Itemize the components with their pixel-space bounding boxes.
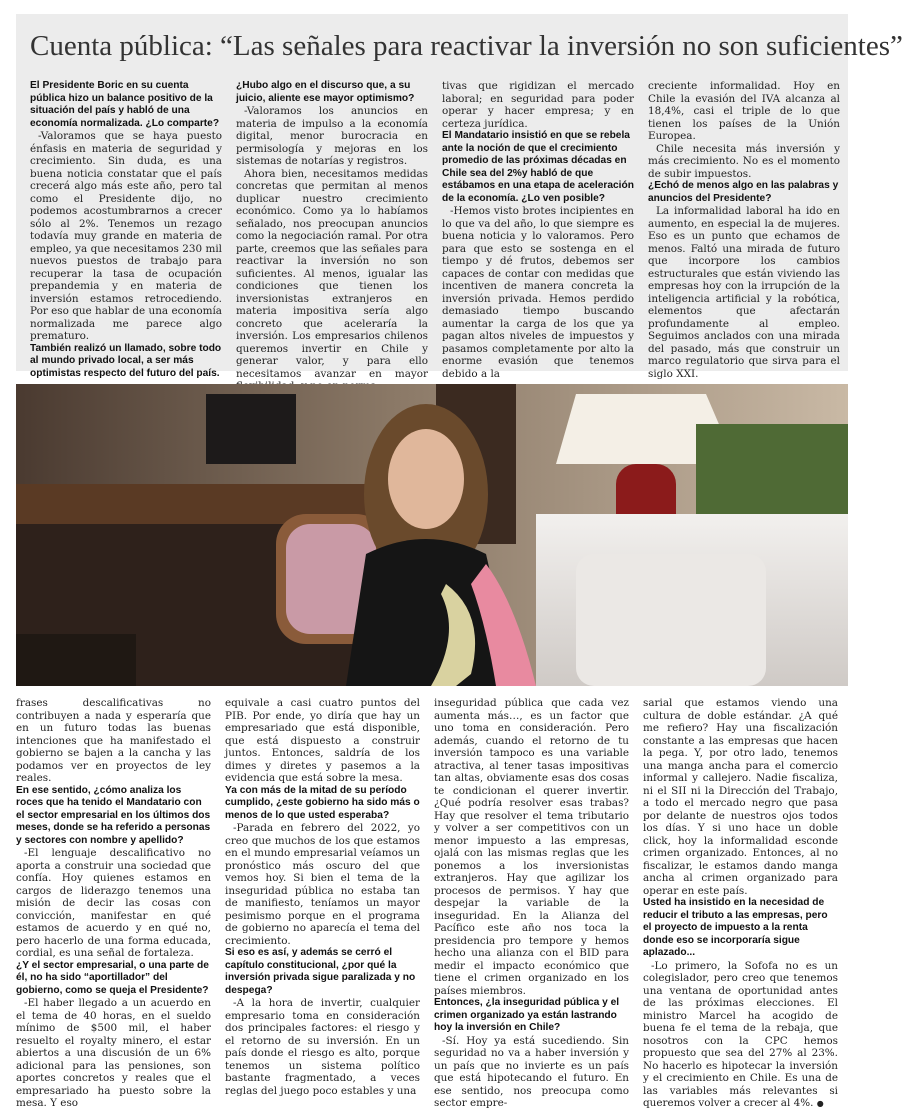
interview-question: Entonces, ¿la inseguridad pública y el crimen organizado ya están lastrando hoy la inversión en Chile? (434, 997, 620, 1033)
headline: Cuenta pública: “Las señales para reactivar la inversión no son suficientes” (30, 30, 903, 62)
interview-paragraph: -A la hora de invertir, cualquier empresario toma en consideración dos principales factores: el riesgo y el retorno de su inversión. En un país donde el riesgo es alto, porque tenemos un sistema político bastante fragmentado, a veces reglas del juego poco estables y una (225, 997, 420, 1097)
interview-paragraph: La informalidad laboral ha ido en aumento, en especial la de mujeres. Eso es un punto que echamos de menos. Faltó una mirada de futuro que incorpore los cambios estructurales que están viviendo las empresas hoy con la irrupción de la inteligencia artificial y la robótica, elementos que afectarán profundamente al empleo. Seguimos anclados con una mirada del pasado, más que construir un marco regulatorio que sirva para el siglo XXI. (648, 205, 840, 380)
article-end-mark: ● (816, 1099, 824, 1108)
interview-paragraph: -Parada en febrero del 2022, yo creo que muchos de los que estamos en el mundo empresarial veíamos un pronóstico más oscuro del que vemos hoy. Si bien el tema de la inseguridad pública no estaba tan de manifiesto, teníamos un mayor pesimismo porque en el programa de gobierno no aparecía el tema del crecimiento. (225, 822, 420, 947)
interview-paragraph: -El haber llegado a un acuerdo en el tema de 40 horas, en el sueldo mínimo de $500 mil, el haber resuelto el royalty minero, el estar abiertos a una discusión de un 6% adicional para las pensiones, son aportes concretos y reales que el empresariado ha puesto sobre la mesa. Y eso (16, 997, 211, 1109)
top-column-3 (442, 80, 634, 380)
interview-paragraph: sarial que estamos viendo una cultura de doble estándar. ¿A qué me refiero? Hay una fiscalización constante a las empresas que hacen la pega. Y, por otro lado, tenemos una manga ancha para el comercio informal y callejero. Nadie fiscaliza, ni el SII ni la Dirección del Trabajo, a todo el mercado negro que pasa por delante de nuestros ojos todos los días. Y si uno hace un doble click, hoy la informalidad esconde crimen organizado. Entonces, al no fiscalizar, le estamos dando manga ancha al crimen organizado para operar en este país. (643, 697, 838, 897)
bottom-column-3 (434, 697, 629, 1109)
interview-question: El Mandatario insistió en que se rebela ante la noción de que el crecimiento promedio de las próximas décadas en Chile sea del 2%y habló de que estábamos en una etapa de aceleración de la economía. ¿Lo ven posible? (442, 130, 634, 204)
interview-photo (16, 384, 848, 686)
interview-question: El Presidente Boric en su cuenta pública hizo un balance positivo de la situación del país y habló de una economía normalizada. ¿Lo comparte? (30, 80, 220, 129)
interview-question: También realizó un llamado, sobre todo al mundo privado local, a ser más optimistas respecto del futuro del país. (30, 342, 222, 379)
interview-question: Usted ha insistido en la necesidad de reducir el tributo a las empresas, pero el proyecto de impuesto a la renta donde eso se incorporaría sigue aplazado... (643, 897, 828, 958)
interview-paragraph: -Sí. Hoy ya está sucediendo. Sin seguridad no va a haber inversión y un país que no invierte es un país que está hipotecando el futuro. En ese sentido, nos preocupa como sector empre- (434, 1034, 629, 1109)
bottom-column-2 (225, 697, 420, 1097)
bottom-column-1 (16, 697, 211, 1109)
top-column-2 (236, 80, 428, 380)
interview-question: ¿Hubo algo en el discurso que, a su juicio, aliente ese mayor optimismo? (236, 80, 415, 104)
interview-paragraph: -Lo primero, la Sofofa no es un colegislador, pero creo que tenemos una ventana de oportunidad antes de las próximas elecciones. El ministro Marcel ha acogido de buena fe el tema de la rebaja, que nosotros con la CPC hemos propuesto que sea del 27% al 23%. No hacerlo es hipotecar la inversión y el crecimiento en Chile. Es una de las variables más relevantes si queremos volver a crecer al 4%. ● (643, 959, 838, 1109)
interview-question: En ese sentido, ¿cómo analiza los roces que ha tenido el Mandatario con el sector empresarial en los últimos dos meses, donde se ha referido a personas y sectores con nombre y apellido? (16, 784, 211, 846)
interview-paragraph: frases descalificativas no contribuyen a nada y esperaría que en un futuro todas las buenas intenciones que ha manifestado el gobierno se bajen a la cancha y las podamos ver en proyectos de ley reales. (16, 697, 211, 784)
interview-paragraph: Chile necesita más inversión y más crecimiento. No es el momento de subir impuestos. (648, 142, 840, 180)
bottom-text-columns (16, 697, 838, 1109)
interview-question: Ya con más de la mitad de su período cumplido, ¿este gobierno ha sido más o menos de lo que usted esperaba? (225, 784, 420, 821)
interview-paragraph: -Hemos visto brotes incipientes en lo que va del año, lo que siempre es buena noticia y lo valoramos. Pero para que esto se sostenga en el tiempo y dé frutos, debemos ser capaces de contar con medidas que incentiven de manera concreta la inversión privada. Hemos perdido demasiado tiempo buscando aumentar la carga de los que ya pagan altos niveles de impuestos y pasamos completamente por alto la enorme evasión que tenemos debido a la (442, 205, 634, 380)
top-text-columns (30, 80, 840, 380)
interview-paragraph: -El lenguaje descalificativo no aporta a construir una sociedad que confía. Hoy quienes estamos en cargos de liderazgo tenemos una misión de decir las cosas con convicción, manifestar en qué estamos de acuerdo y en qué no, pero hacerlo de una forma educada, cordial, es una señal de fortaleza. (16, 847, 211, 959)
interview-question: ¿Y el sector empresarial, o una parte de él, no ha sido “aportillador” del gobierno, como se queja el Presidente? (16, 959, 209, 996)
interview-paragraph: -Valoramos los anuncios en materia de impulso a la economía digital, menor burocracia en permisología y mejoras en los sistemas de notarías y registros. (236, 105, 428, 167)
photo-illustration (16, 384, 848, 686)
interview-paragraph: tivas que rigidizan el mercado laboral; en seguridad para poder operar y hacer empresa; y en certeza jurídica. (442, 80, 634, 130)
interview-paragraph: -Valoramos que se haya puesto énfasis en materia de seguridad y crecimiento. Sin duda, es una buena noticia constatar que el país crecerá algo más este año, pero tal como el Presidente dijo, no podemos acostumbrarnos a crecer sólo al 2%. Tenemos un rezago todavía muy grande en materia de empleo, ya que necesitamos 230 mil nuevos puestos de trabajo para recuperar la tasa de ocupación prepandemia y en materia de inversión estamos retrocediendo. Por eso que hablar de una economía normalizada me parece algo prematuro. (30, 130, 222, 342)
interview-paragraph: creciente informalidad. Hoy en Chile la evasión del IVA alcanza al 18,4%, casi el triple de lo que tienen los países de la Unión Europea. (648, 80, 840, 142)
interview-question: ¿Echó de menos algo en las palabras y anuncios del Presidente? (648, 180, 839, 204)
interview-paragraph: equivale a casi cuatro puntos del PIB. Por ende, yo diría que hay un empresariado que está disponible, que está dispuesto a construir juntos. Entonces, saldría de los dimes y diretes y pasemos a la evidencia que está sobre la mesa. (225, 697, 420, 784)
interview-paragraph: inseguridad pública que cada vez aumenta más…, es un factor que uno toma en consideración. Pero además, cuando el retorno de tu inversión tampoco es una variable atractiva, al tener tasas impositivas tan altas, obviamente esas dos cosas te condicionan el querer invertir. ¿Qué podría resolver esas trabas? Hay que resolver el tema tributario y volver a ser competitivos con un menor impuesto a las empresas, ojalá con las mismas reglas que les ponemos a los inversionistas extranjeros. Hay que agilizar los procesos de permisos. Y hay que despejar la variable de la inseguridad. En la Alianza del Pacífico este año nos toca la presidencia pro tempore y hemos hecho una alianza con el BID para medir el impacto económico que tiene el crimen organizado en los países miembros. (434, 697, 629, 997)
top-column-4 (648, 80, 840, 380)
interview-question: Si eso es así, y además se cerró el capítulo constitucional, ¿por qué la inversión privada sigue paralizada y no despega? (225, 947, 416, 996)
top-column-1 (30, 80, 222, 379)
bottom-column-4 (643, 697, 838, 1109)
interview-paragraph: Ahora bien, necesitamos medidas concretas que permitan al menos duplicar nuestro crecimiento económico. Como ya lo habíamos señalado, nos preocupan anuncios como la negociación ramal. Por otra parte, creemos que las señales para reactivar la inversión no son suficientes. Al menos, igualar las condiciones que tienen los inversionistas extranjeros en materia impositiva sería algo concreto que aceleraría la inversión. Los empresarios chilenos queremos invertir en Chile y generar valor, y para ello necesitamos avanzar en mayor (236, 167, 428, 380)
